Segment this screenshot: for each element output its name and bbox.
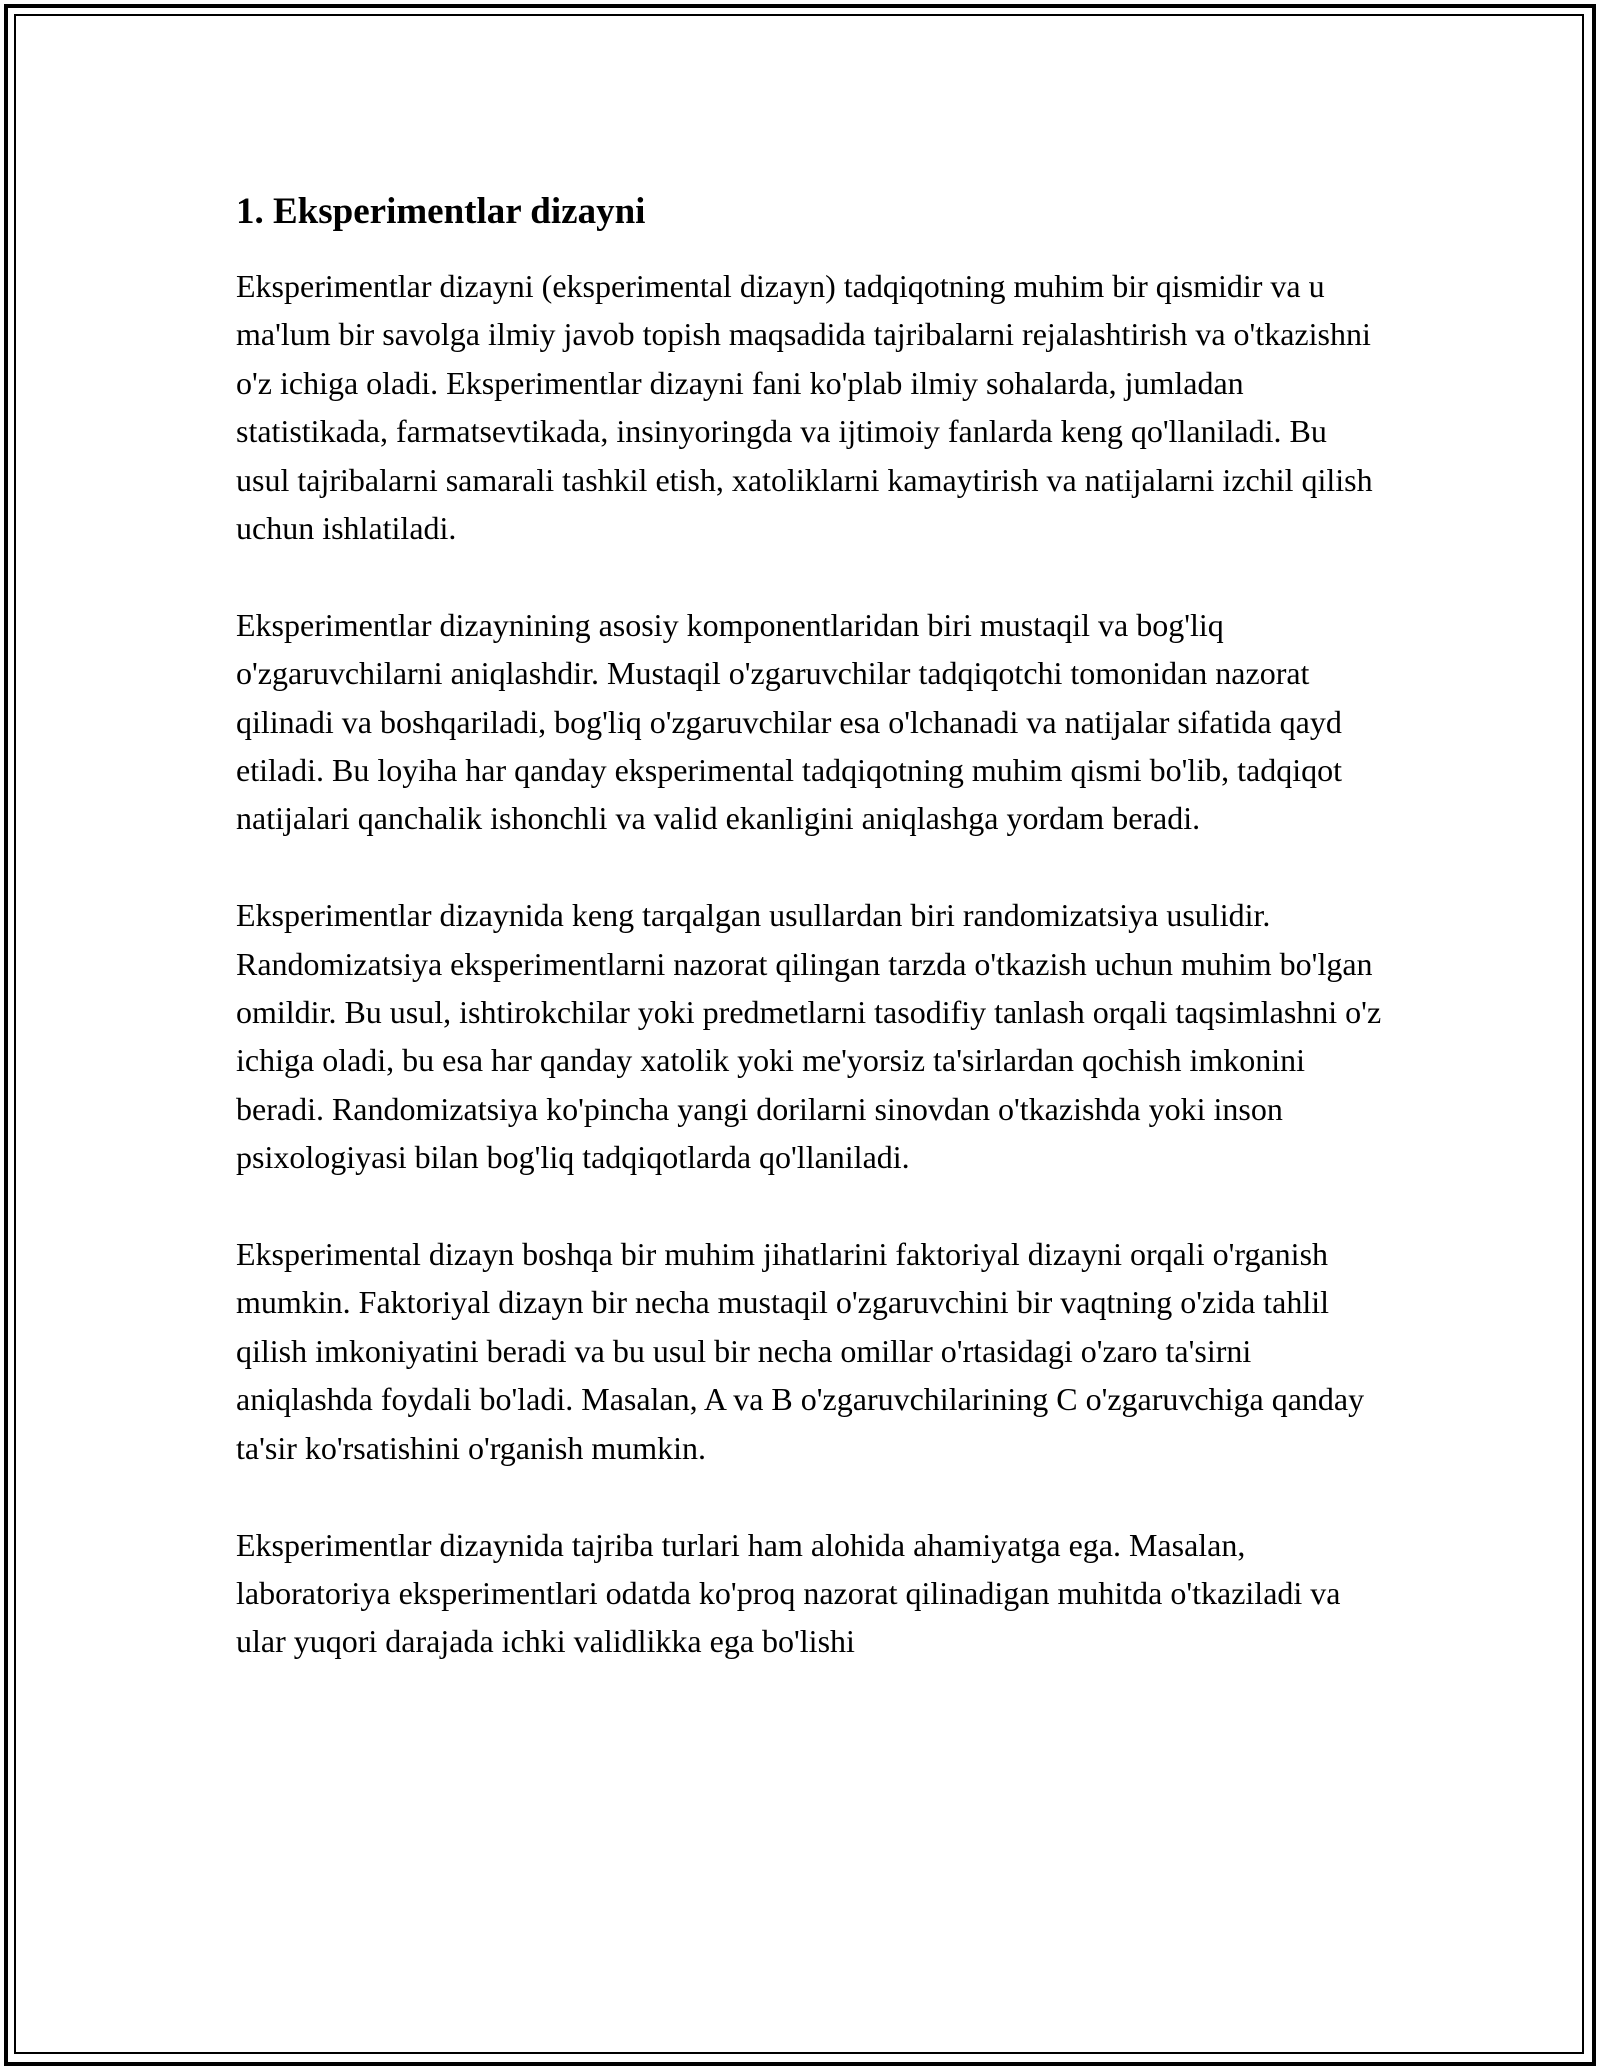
document-body <box>236 188 1386 1666</box>
paragraph-4: Eksperimental dizayn boshqa bir muhim jihatlarini faktoriyal dizayni orqali o'rganish mumkin. Faktoriyal dizayn bir necha mustaqil o'zgaruvchini bir vaqtning o'zida tahlil qilish imkoniyatini beradi va bu usul bir necha omillar o'rtasidagi o'zaro ta'sirni aniqlashda foydali bo'ladi. Masalan, A va B o'zgaruvchilarining C o'zgaruvchiga qanday ta'sir ko'rsatishini o'rganish mumkin. <box>236 1236 1365 1466</box>
section-heading: 1. Eksperimentlar dizayni <box>236 191 646 232</box>
paragraph-1: Eksperimentlar dizayni (eksperimental dizayn) tadqiqotning muhim bir qismidir va u ma'lum bir savolga ilmiy javob topish maqsadida tajribalarni rejalashtirish va o'tkazishni o'z ichiga oladi. Eksperimentlar dizayni fani ko'plab ilmiy sohalarda, jumladan statistikada, farmatsevtikada, insinyoringda va ijtimoiy fanlarda keng qo'llaniladi. Bu usul tajribalarni samarali tashkil etish, xatoliklarni kamaytirish va natijalarni izchil qilish uchun ishlatiladi. <box>236 268 1373 547</box>
paragraph-3: Eksperimentlar dizaynida keng tarqalgan usullardan biri randomizatsiya usulidir. Randomizatsiya eksperimentlarni nazorat qilingan tarzda o'tkazish uchun muhim bo'lgan omildir. Bu usul, ishtirokchilar yoki predmetlarni tasodifiy tanlash orqali taqsimlashni o'z ichiga oladi, bu esa har qanday xatolik yoki me'yorsiz ta'sirlardan qochish imkonini beradi. Randomizatsiya ko'pincha yangi dorilarni sinovdan o'tkazishda yoki inson psixologiyasi bilan bog'liq tadqiqotlarda qo'llaniladi. <box>236 897 1382 1176</box>
paragraph-5: Eksperimentlar dizaynida tajriba turlari ham alohida ahamiyatga ega. Masalan, laboratoriya eksperimentlari odatda ko'proq nazorat qilinadigan muhitda o'tkaziladi va ular yuqori darajada ichki validlikka ega bo'lishi <box>236 1526 1341 1660</box>
paragraph-2: Eksperimentlar dizaynining asosiy komponentlaridan biri mustaqil va bog'liq o'zgaruvchilarni aniqlashdir. Mustaqil o'zgaruvchilar tadqiqotchi tomonidan nazorat qilinadi va boshqariladi, bog'liq o'zgaruvchilar esa o'lchanadi va natijalar sifatida qayd etiladi. Bu loyiha har qanday eksperimental tadqiqotning muhim qismi bo'lib, tadqiqot natijalari qanchalik ishonchli va valid ekanligini aniqlashga yordam beradi. <box>236 606 1343 837</box>
